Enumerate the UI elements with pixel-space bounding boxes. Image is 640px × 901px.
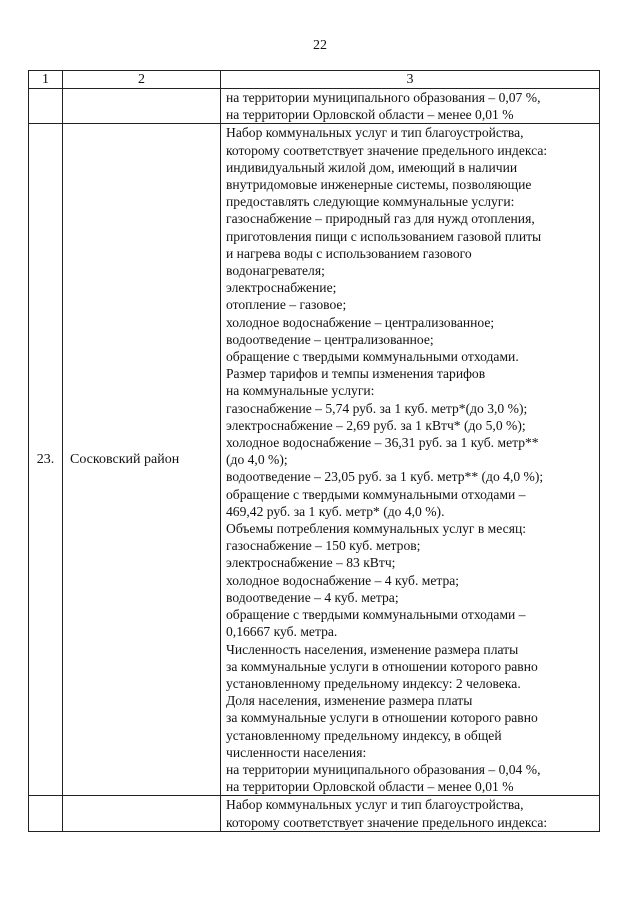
row-number: 23.	[29, 124, 63, 796]
text-line: водоотведение – 23,05 руб. за 1 куб. метр** (до 4,0 %);	[226, 469, 544, 485]
next-number-cell	[29, 796, 63, 831]
table-row-next	[29, 796, 600, 831]
text-line: обращение с твердыми коммунальными отходами.	[226, 349, 519, 365]
text-line: Объемы потребления коммунальных услуг в месяц:	[226, 521, 526, 537]
text-line: Набор коммунальных услуг и тип благоустройства,	[226, 797, 524, 813]
text-line: водоотведение – централизованное;	[226, 331, 434, 347]
text-line: холодное водоснабжение – 36,31 руб. за 1 куб. метр**	[226, 435, 539, 451]
next-text-cell	[221, 796, 600, 831]
text-line: 0,16667 куб. метра.	[226, 624, 338, 640]
text-line: электроснабжение – 83 кВтч;	[226, 555, 396, 571]
text-line: установленному предельному индексу: 2 человека.	[226, 675, 521, 691]
table-row-continuation	[29, 89, 600, 124]
row-description	[221, 124, 600, 796]
text-line: электроснабжение – 2,69 руб. за 1 кВтч* (до 5,0 %);	[226, 417, 526, 433]
text-line: Набор коммунальных услуг и тип благоустройства,	[226, 125, 524, 141]
text-line: обращение с твердыми коммунальными отходами –	[226, 486, 526, 502]
table-row-23	[29, 124, 600, 796]
text-line: на территории муниципального образования – 0,07 %,	[226, 90, 541, 105]
text-line: 469,42 руб. за 1 куб. метр* (до 4,0 %).	[226, 503, 445, 519]
text-line: приготовления пищи с использованием газовой плиты	[226, 228, 542, 244]
text-line: Доля населения, изменение размера платы	[226, 693, 473, 709]
text-line: предоставлять следующие коммунальные услуги:	[226, 194, 515, 210]
text-line: газоснабжение – 150 куб. метров;	[226, 538, 421, 554]
continuation-text-cell	[221, 89, 600, 124]
text-line: и нагрева воды с использованием газового	[226, 245, 472, 261]
text-line: установленному предельному индексу, в общей	[226, 727, 502, 743]
text-line: Размер тарифов и темпы изменения тарифов	[226, 366, 486, 382]
text-line: на территории муниципального образования – 0,04 %,	[226, 761, 541, 777]
continuation-number-cell	[29, 89, 63, 124]
text-line: водоотведение – 4 куб. метра;	[226, 589, 399, 605]
text-line: численности населения:	[226, 744, 367, 760]
text-line: на территории Орловской области – менее 0,01 %	[226, 107, 514, 123]
text-line: водонагревателя;	[226, 263, 325, 279]
text-line: которому соответствует значение предельного индекса:	[226, 142, 548, 158]
text-line: за коммунальные услуги в отношении которого равно	[226, 658, 538, 674]
text-line: холодное водоснабжение – 4 куб. метра;	[226, 572, 460, 588]
text-line: которому соответствует значение предельного индекса:	[226, 814, 548, 830]
column-header-1: 1	[29, 71, 63, 89]
text-line: электроснабжение;	[226, 280, 337, 296]
text-line: за коммунальные услуги в отношении которого равно	[226, 710, 538, 726]
district-name: Сосковский район	[63, 124, 221, 796]
continuation-name-cell	[63, 89, 221, 124]
text-line: (до 4,0 %);	[226, 452, 288, 468]
next-name-cell	[63, 796, 221, 831]
text-line: на территории Орловской области – менее 0,01 %	[226, 779, 514, 795]
text-line: газоснабжение – 5,74 руб. за 1 куб. метр*(до 3,0 %);	[226, 400, 528, 416]
text-line: отопление – газовое;	[226, 297, 347, 313]
text-line: индивидуальный жилой дом, имеющий в наличии	[226, 159, 518, 175]
text-line: на коммунальные услуги:	[226, 383, 375, 399]
column-header-3: 3	[221, 71, 600, 89]
text-line: внутридомовые инженерные системы, позволяющие	[226, 177, 532, 193]
text-line: холодное водоснабжение – централизованное;	[226, 314, 495, 330]
text-line: Численность населения, изменение размера платы	[226, 641, 519, 657]
column-header-2: 2	[63, 71, 221, 89]
tariff-table	[28, 70, 600, 832]
text-line: обращение с твердыми коммунальными отходами –	[226, 607, 526, 623]
text-line: газоснабжение – природный газ для нужд отопления,	[226, 211, 535, 227]
table-header-row	[29, 71, 600, 89]
page-number: 22	[313, 38, 327, 53]
